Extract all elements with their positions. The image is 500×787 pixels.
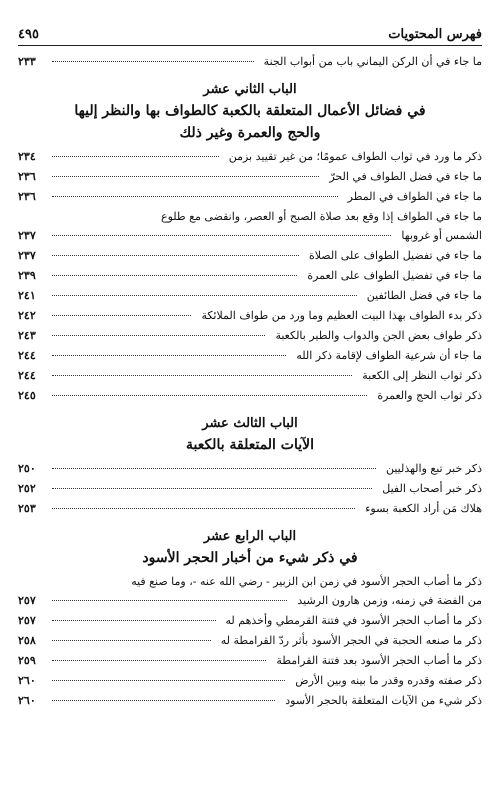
dot-leader xyxy=(52,375,352,376)
running-title: فهرس المحتويات xyxy=(388,27,482,42)
toc-page-number: ٢٥٩ xyxy=(18,654,36,667)
toc-entry-text: ما جاء أن شرعية الطواف لإقامة ذكر الله xyxy=(296,349,482,362)
toc-entry-text: ذكر خبر تبع والهذليين xyxy=(385,462,482,475)
section-gap xyxy=(18,406,482,414)
toc-entry-text: ذكر خبر أصحاب الفيل xyxy=(382,482,482,495)
dot-leader xyxy=(52,640,211,641)
toc-entry-text: هلاك مَن أراد الكعبة بسوء xyxy=(365,502,482,515)
toc-entry-text: الشمس أو غروبها xyxy=(401,229,482,242)
table-of-contents xyxy=(18,52,482,711)
toc-page-number: ٢٥٧ xyxy=(18,614,36,627)
dot-leader xyxy=(52,355,286,356)
toc-page-number: ٢٣٣ xyxy=(18,55,36,68)
toc-entry xyxy=(18,671,482,691)
toc-entry-text: ذكر ما أصاب الحجر الأسود بعد فتنة القرامطة xyxy=(276,654,482,667)
toc-entry-text: ذكر ثواب الحج والعمرة xyxy=(377,389,482,402)
toc-entry-text: من الفضة في زمنه، وزمن هارون الرشيد xyxy=(297,594,482,607)
chapter-title: الباب الرابع عشر xyxy=(203,529,297,544)
toc-entry xyxy=(18,499,482,519)
toc-entry-text: ذكر طواف بعض الجن والدواب والطير بالكعبة xyxy=(275,329,482,342)
page-header xyxy=(18,20,482,46)
dot-leader xyxy=(52,315,191,316)
toc-entry xyxy=(18,651,482,671)
dot-leader xyxy=(52,660,266,661)
dot-leader xyxy=(52,700,275,701)
toc-entry xyxy=(18,366,482,386)
toc-entry-text: ذكر ما صنعه الحجبة في الحجر الأسود بأثر ردّ القرامطة له xyxy=(220,634,482,647)
toc-entry xyxy=(18,326,482,346)
toc-entry-first-line: ذكر ما أصاب الحجر الأسود في زمن ابن الزبير - رضي الله عنه -، وما صنع فيه xyxy=(131,575,482,588)
toc-page-number: ٢٤٤ xyxy=(18,369,36,382)
chapter-title: الباب الثاني عشر xyxy=(203,82,297,97)
toc-page-number: ٢٤٤ xyxy=(18,349,36,362)
toc-page-number: ٢٦٠ xyxy=(18,674,36,687)
toc-page-number: ٢٣٩ xyxy=(18,269,36,282)
toc-entry xyxy=(18,631,482,651)
dot-leader xyxy=(52,295,357,296)
toc-entry xyxy=(18,286,482,306)
dot-leader xyxy=(52,275,297,276)
toc-page-number: ٢٣٦ xyxy=(18,190,36,203)
dot-leader xyxy=(52,395,367,396)
chapter-subtitle-line: في فضائل الأعمال المتعلقة بالكعبة كالطواف بها والنظر إليها xyxy=(74,103,426,119)
toc-page-number: ٢٣٧ xyxy=(18,229,36,242)
toc-page-number: ٢٤٢ xyxy=(18,309,36,322)
dot-leader xyxy=(52,620,216,621)
toc-entry xyxy=(18,306,482,326)
toc-entry xyxy=(18,386,482,406)
toc-page-number: ٢٥٨ xyxy=(18,634,36,647)
toc-entry xyxy=(18,167,482,187)
toc-entry-text: ذكر ما ورد في ثواب الطواف عمومًا؛ من غير تقييد بزمن xyxy=(228,150,482,163)
toc-entry-text: ما جاء في فضل الطائفين xyxy=(366,289,482,302)
dot-leader xyxy=(52,468,376,469)
toc-entry xyxy=(18,591,482,611)
toc-entry-first-line: ما جاء في الطواف إذا وقع بعد صلاة الصبح أو العصر، وانقضى مع طلوع xyxy=(161,210,482,223)
toc-entry-text: ذكر ما أصاب الحجر الأسود في فتنة القرمطي وأخذهم له xyxy=(225,614,482,627)
header-page-number: ٤٩٥ xyxy=(18,27,39,42)
chapter-title: الباب الثالث عشر xyxy=(202,416,298,431)
dot-leader xyxy=(52,61,254,62)
toc-page-number: ٢٤٣ xyxy=(18,329,36,342)
toc-page-number: ٢٥٠ xyxy=(18,462,36,475)
toc-page-number: ٢٣٧ xyxy=(18,249,36,262)
toc-entry xyxy=(18,226,482,246)
chapter-subtitle-line: الآيات المتعلقة بالكعبة xyxy=(185,437,315,453)
toc-entry-text: ما جاء في تفضيل الطواف على العمرة xyxy=(307,269,482,282)
chapter-subtitle-line: في ذكر شيء من أخبار الحجر الأسود xyxy=(142,550,358,566)
dot-leader xyxy=(52,335,265,336)
toc-entry xyxy=(18,691,482,711)
toc-entry-text: ذكر شيء من الآيات المتعلقة بالحجر الأسود xyxy=(285,694,482,707)
toc-page-number: ٢٥٣ xyxy=(18,502,36,515)
toc-entry xyxy=(18,187,482,207)
toc-entry xyxy=(18,52,482,72)
toc-entry-text: ذكر صفته وقدره وقدر ما بينه وبين الأرض xyxy=(295,674,482,687)
dot-leader xyxy=(52,196,338,197)
dot-leader xyxy=(52,680,285,681)
toc-entry xyxy=(18,611,482,631)
dot-leader xyxy=(52,255,299,256)
section-gap xyxy=(18,519,482,527)
toc-page-number: ٢٤٥ xyxy=(18,389,36,402)
toc-entry-text: ما جاء في تفضيل الطواف على الصلاة xyxy=(308,249,482,262)
toc-page-number: ٢٣٦ xyxy=(18,170,36,183)
toc-entry-text: ما جاء في فضل الطواف في الحرّ xyxy=(329,170,482,183)
toc-page-number: ٢٤١ xyxy=(18,289,36,302)
toc-entry-text: ما جاء في الطواف في المطر xyxy=(347,190,482,203)
toc-entry xyxy=(18,147,482,167)
toc-page-number: ٢٥٧ xyxy=(18,594,36,607)
toc-entry-text: ذكر بدء الطواف بهذا البيت العظيم وما ورد من طواف الملائكة xyxy=(201,309,482,322)
dot-leader xyxy=(52,508,355,509)
toc-entry xyxy=(18,266,482,286)
toc-entry xyxy=(18,346,482,366)
dot-leader xyxy=(52,156,219,157)
toc-page-number: ٢٥٢ xyxy=(18,482,36,495)
dot-leader xyxy=(52,600,287,601)
dot-leader xyxy=(52,176,319,177)
toc-entry xyxy=(18,459,482,479)
toc-page-number: ٢٦٠ xyxy=(18,694,36,707)
toc-entry-text: ذكر ثواب النظر إلى الكعبة xyxy=(362,369,482,382)
section-gap xyxy=(18,72,482,80)
toc-page-number: ٢٣٤ xyxy=(18,150,36,163)
toc-entry xyxy=(18,479,482,499)
dot-leader xyxy=(52,488,372,489)
toc-entry-text: ما جاء في أن الركن اليماني باب من أبواب الجنة xyxy=(263,55,482,68)
chapter-subtitle-line: والحج والعمرة وغير ذلك xyxy=(179,125,321,141)
toc-entry xyxy=(18,246,482,266)
dot-leader xyxy=(52,235,391,236)
